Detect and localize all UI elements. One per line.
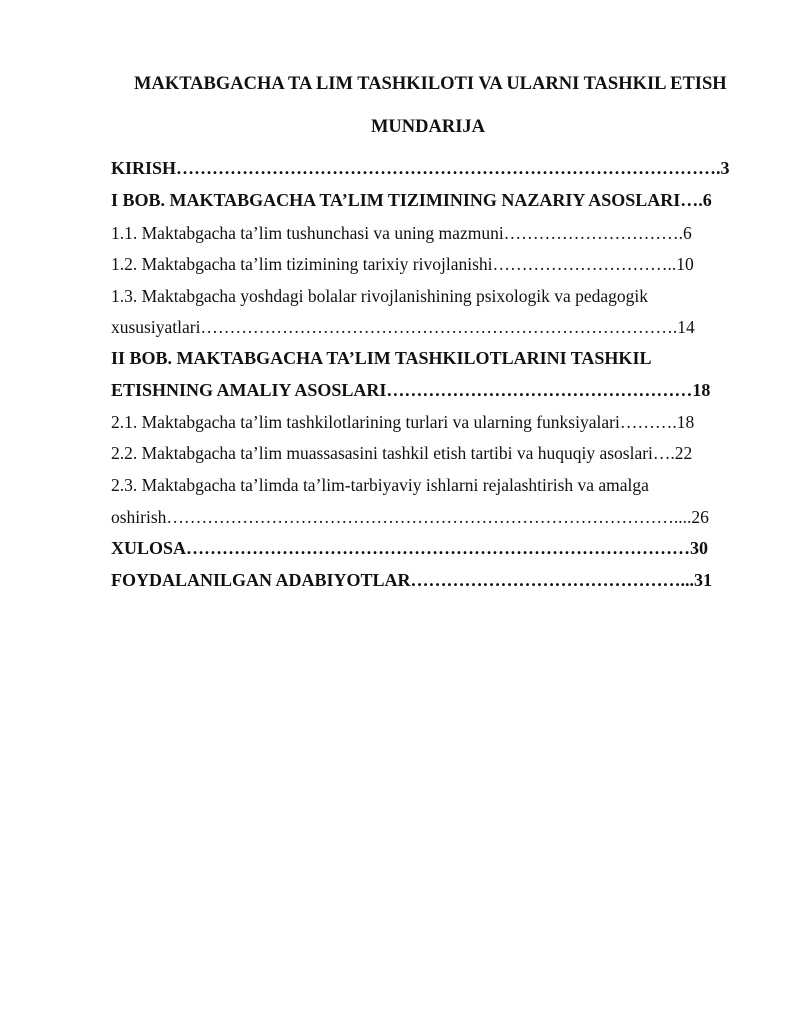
toc-entry-chapter-1: I BOB. MAKTABGACHA TA’LIM TIZIMINING NAZARIY ASOSLARI….6 [111, 190, 712, 210]
toc-entry-section-2-2: 2.2. Maktabgacha ta’lim muassasasini tashkil etish tartibi va huquqiy asoslari….22 [111, 443, 693, 463]
toc-entry-chapter-2: II BOB. MAKTABGACHA TA’LIM TASHKILOTLARINI TASHKIL [111, 348, 652, 368]
toc-entry-conclusion: XULOSA…………………………………………………………………………30 [111, 538, 709, 558]
toc-heading: MUNDARIJA [370, 117, 486, 137]
toc-entry-chapter-2-continued: ETISHNING AMALIY ASOSLARI……………………………………………18 [111, 380, 711, 400]
toc-entry-section-1-1: 1.1. Maktabgacha ta’lim tushunchasi va uning mazmuni………………………….6 [111, 223, 692, 243]
toc-entry-section-1-3: 1.3. Maktabgacha yoshdagi bolalar rivojlanishining psixologik va pedagogik [111, 286, 649, 306]
toc-entry-section-2-1: 2.1. Maktabgacha ta’lim tashkilotlarining turlari va ularning funksiyalari……….18 [111, 412, 695, 432]
toc-entry-introduction: KIRISH……………………………………………………………………………….3 [111, 158, 730, 178]
toc-entry-section-2-3: 2.3. Maktabgacha ta’limda ta’lim-tarbiyaviy ishlarni rejalashtirish va amalga [111, 475, 649, 495]
toc-entry-references: FOYDALANILGAN ADABIYOTLAR………………………………………...31 [111, 570, 713, 590]
toc-entry-section-1-3-continued: xususiyatlari……………………………………………………………………….14 [111, 317, 695, 337]
document-title: MAKTABGACHA TA LIM TASHKILOTI VA ULARNI TASHKIL ETISH [134, 74, 727, 94]
toc-entry-section-1-2: 1.2. Maktabgacha ta’lim tizimining tarixiy rivojlanishi…………………………..10 [111, 254, 694, 274]
toc-entry-section-2-3-continued: oshirish……………………………………………………………………………....26 [111, 507, 709, 527]
